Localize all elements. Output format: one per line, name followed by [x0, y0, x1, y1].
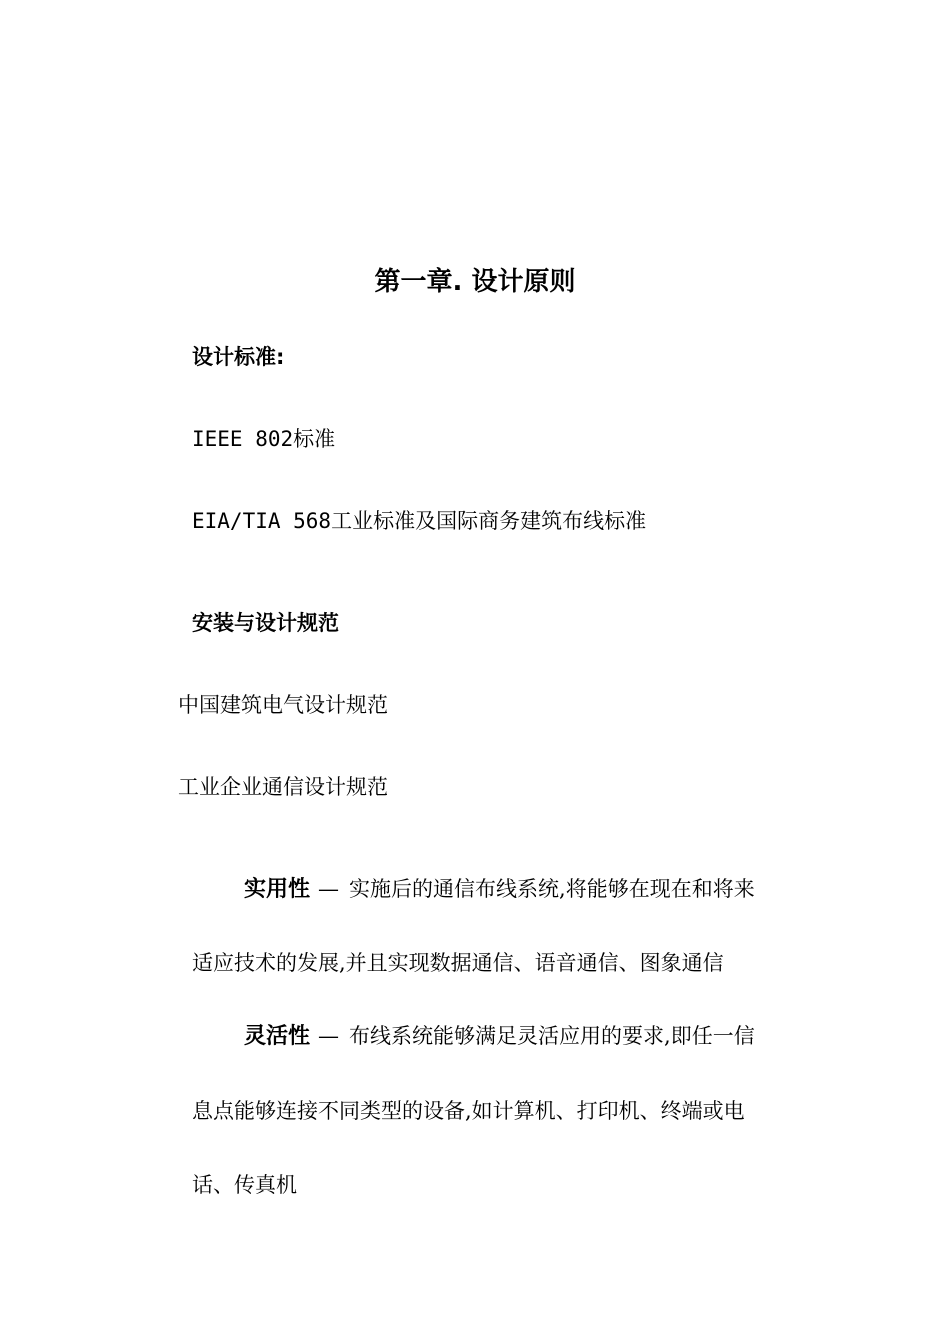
spec-item: 中国建筑电气设计规范	[178, 693, 388, 717]
standard-item	[192, 426, 335, 452]
spec-item: 工业企业通信设计规范	[178, 775, 388, 799]
principle-text-continued: 话、传真机	[192, 1173, 297, 1197]
principle-term: 实用性	[244, 877, 311, 902]
principle-text: 实施后的通信布线系统,将能够在现在和将来	[349, 877, 755, 901]
principle-dash: —	[318, 877, 340, 901]
principle-text-continued: 适应技术的发展,并且实现数据通信、语音通信、图象通信	[192, 951, 724, 975]
principle-term: 灵活性	[244, 1024, 311, 1049]
principle-dash: —	[318, 1024, 340, 1048]
standard-code: EIA/TIA 568	[192, 509, 332, 533]
principle-flexibility	[244, 1023, 755, 1050]
standard-text: 工业标准及国际商务建筑布线标准	[331, 509, 647, 533]
standard-item	[192, 508, 646, 534]
installation-specs-heading: 安装与设计规范	[192, 611, 339, 635]
standard-text: 标准	[293, 427, 336, 451]
principle-text-continued: 息点能够连接不同类型的设备,如计算机、打印机、终端或电	[192, 1099, 745, 1123]
principle-practicality	[244, 876, 755, 903]
chapter-title: 第一章. 设计原则	[374, 267, 576, 297]
principle-text: 布线系统能够满足灵活应用的要求,即任一信	[349, 1024, 755, 1048]
standard-code: IEEE 802	[192, 427, 294, 451]
design-standards-heading: 设计标准:	[192, 345, 285, 369]
